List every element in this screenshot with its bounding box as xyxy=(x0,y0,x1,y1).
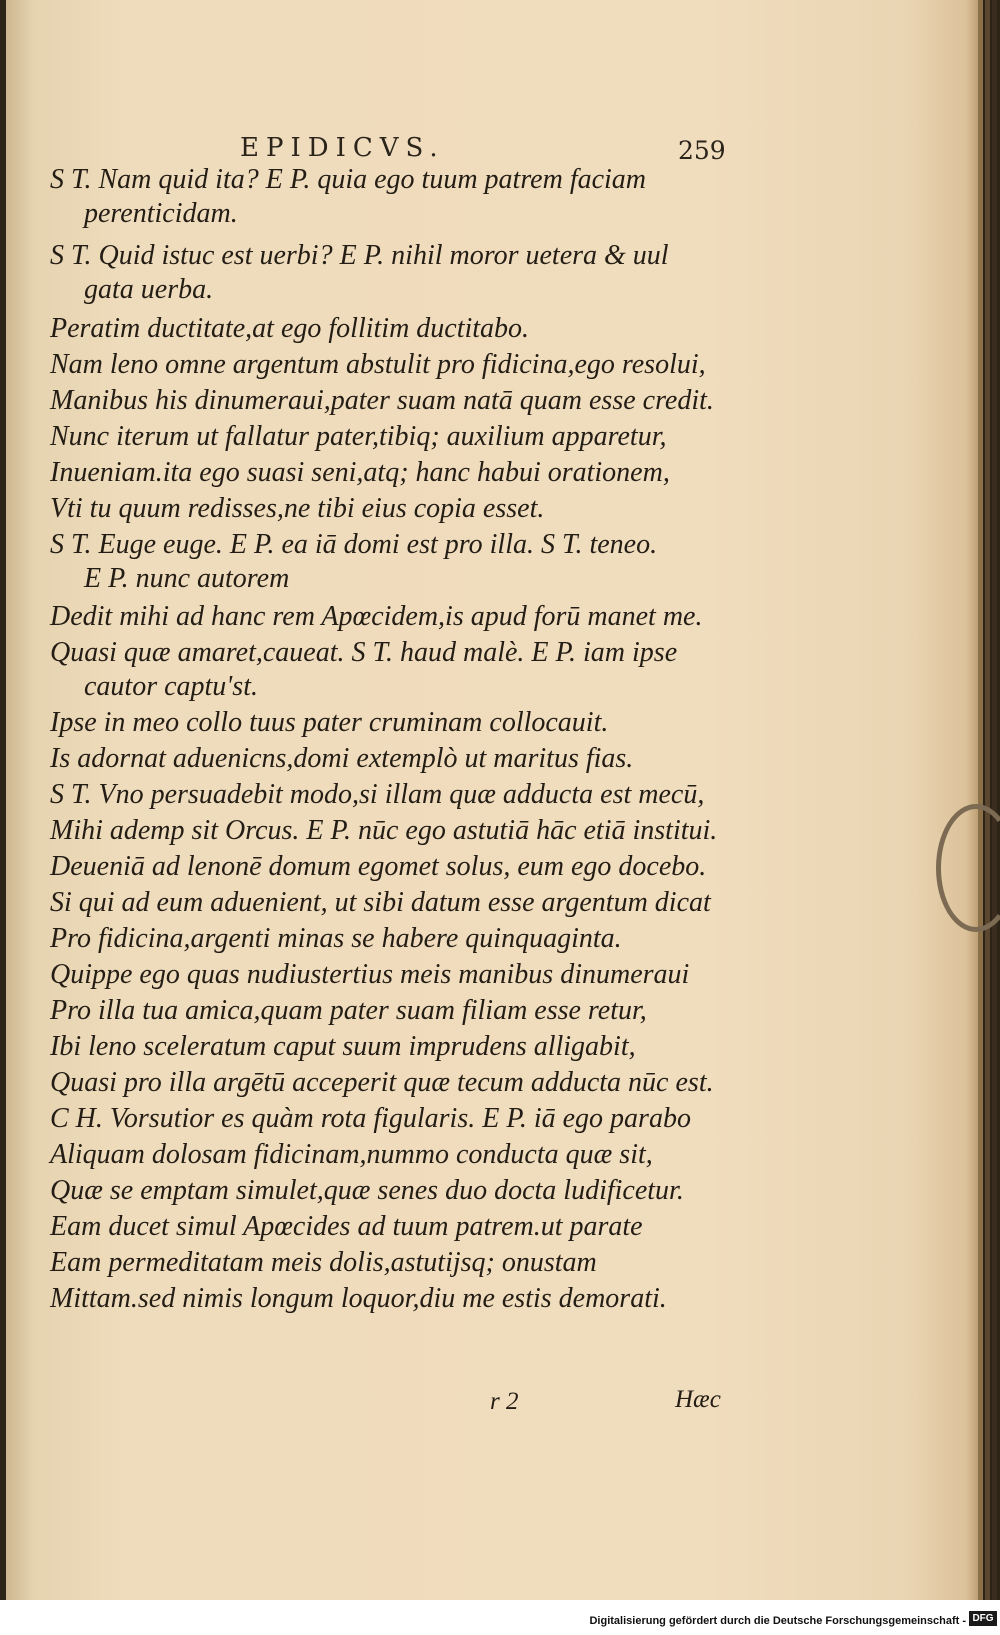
page-number: 259 xyxy=(678,136,726,165)
text-line: Manibus his dinumeraui,pater suam natā quam esse credit. xyxy=(50,385,714,416)
catchword: Hæc xyxy=(675,1386,721,1413)
signature-mark: r 2 xyxy=(490,1388,519,1415)
text-line: C H. Vorsutior es quàm rota figularis. E P. iā ego parabo xyxy=(50,1103,691,1134)
dfg-logo-icon: DFG xyxy=(969,1611,997,1626)
text-line: S T. Vno persuadebit modo,si illam quæ adducta est mecū, xyxy=(50,779,705,810)
text-line: S T. Euge euge. E P. ea iā domi est pro illa. S T. teneo. xyxy=(50,529,658,560)
text-line: gata uerba. xyxy=(84,274,214,305)
text-line: Mittam.sed nimis longum loquor,diu me estis demorati. xyxy=(50,1283,667,1314)
text-line: Eam permeditatam meis dolis,astutijsq; onustam xyxy=(50,1247,597,1278)
text-line: Dedit mihi ad hanc rem Apœcidem,is apud forū manet me. xyxy=(50,601,703,632)
text-line: Peratim ductitate,at ego follitim ductitabo. xyxy=(50,313,530,344)
text-line: Deueniā ad lenonē domum egomet solus, eum ego docebo. xyxy=(50,851,707,882)
page-edges xyxy=(992,0,997,1600)
text-line: Pro illa tua amica,quam pater suam filiam esse retur, xyxy=(50,995,647,1026)
text-line: Eam ducet simul Apœcides ad tuum patrem.ut parate xyxy=(50,1211,643,1242)
text-line: Inueniam.ita ego suasi seni,atq; hanc habui orationem, xyxy=(50,457,670,488)
page-edges xyxy=(985,0,990,1600)
text-line: Is adornat aduenicns,domi extemplò ut maritus fias. xyxy=(50,743,634,774)
text-line: Nam leno omne argentum abstulit pro fidicina,ego resolui, xyxy=(50,349,706,380)
text-line: S T. Quid istuc est uerbi? E P. nihil moror uetera & uul xyxy=(50,240,669,271)
page-edges xyxy=(978,0,983,1600)
text-line: Aliquam dolosam fidicinam,nummo conducta quæ sit, xyxy=(50,1139,653,1170)
text-line: Quasi pro illa argētū acceperit quæ tecum adducta nūc est. xyxy=(50,1067,714,1098)
text-line: S T. Nam quid ita? E P. quia ego tuum patrem faciam xyxy=(50,164,647,195)
text-line: Nunc iterum ut fallatur pater,tibiq; auxilium apparetur, xyxy=(50,421,667,452)
text-line: Vti tu quum redisses,ne tibi eius copia esset. xyxy=(50,493,545,524)
text-line: Pro fidicina,argenti minas se habere quinquaginta. xyxy=(50,923,622,954)
text-line: Si qui ad eum aduenient, ut sibi datum esse argentum dicat xyxy=(50,887,711,918)
funding-footer: Digitalisierung gefördert durch die Deutsche Forschungsgemeinschaft - xyxy=(589,1615,966,1627)
text-line: Quæ se emptam simulet,quæ senes duo docta ludificetur. xyxy=(50,1175,684,1206)
running-title: EPIDICVS. xyxy=(240,133,445,163)
text-line: cautor captu'st. xyxy=(84,671,258,702)
text-line: Quippe ego quas nudiustertius meis manibus dinumeraui xyxy=(50,959,690,990)
text-line: Ibi leno sceleratum caput suum imprudens alligabit, xyxy=(50,1031,636,1062)
text-line: Quasi quæ amaret,caueat. S T. haud malè. E P. iam ipse xyxy=(50,637,678,668)
text-line: Ipse in meo collo tuus pater cruminam collocauit. xyxy=(50,707,609,738)
text-line: Mihi ademp sit Orcus. E P. nūc ego astutiā hāc etiā institui. xyxy=(50,815,718,846)
text-line: perenticidam. xyxy=(84,198,238,229)
text-line: E P. nunc autorem xyxy=(84,563,290,594)
